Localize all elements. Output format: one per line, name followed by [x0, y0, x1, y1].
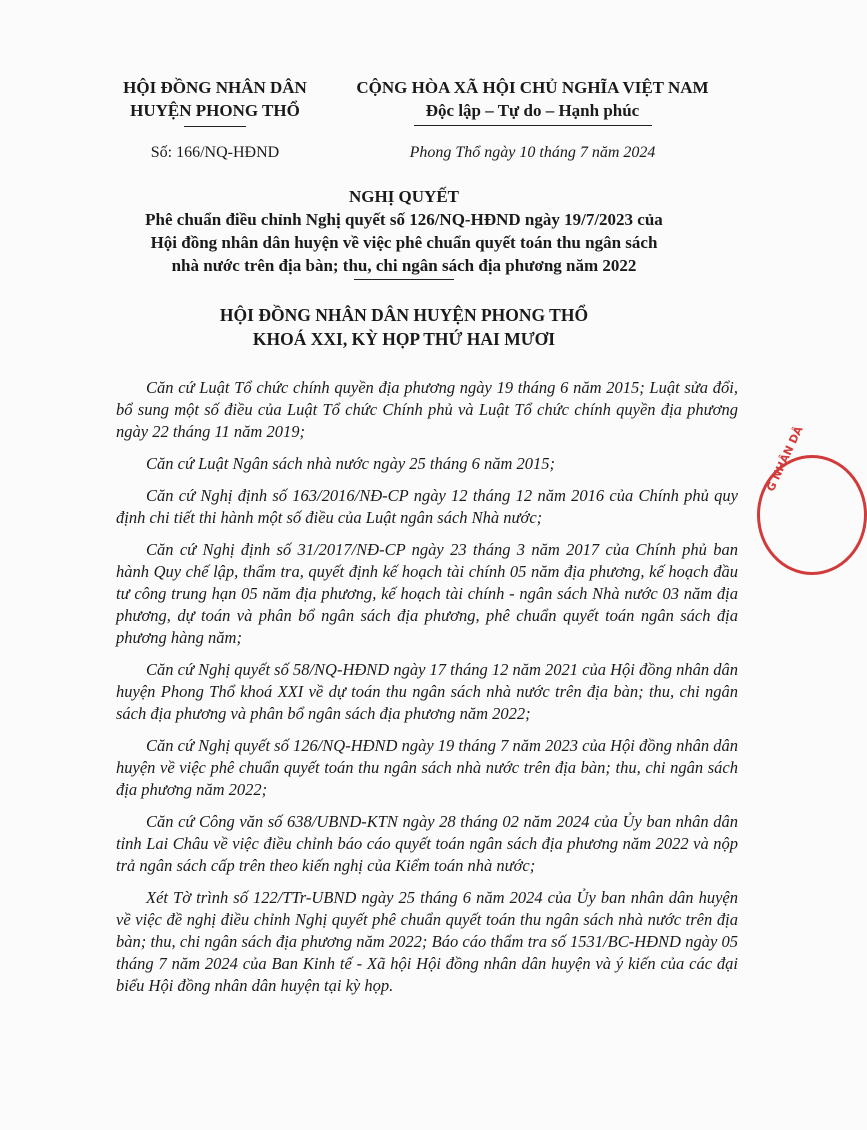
preamble-paragraph: Căn cứ Nghị quyết số 58/NQ-HĐND ngày 17 tháng 12 năm 2021 của Hội đồng nhân dân huyện Phong Thổ khoá XXI về dự toán thu ngân sách nhà nước trên địa bàn; thu, chi ngân sách địa phương và phân bổ ngân sách địa phương năm 2022;	[116, 660, 738, 723]
national-motto	[340, 76, 725, 126]
place-and-date: Phong Thổ ngày 10 tháng 7 năm 2024	[409, 144, 656, 161]
official-seal-stamp	[757, 424, 867, 575]
issuing-authority	[95, 76, 335, 127]
title-underline	[354, 279, 454, 280]
preamble-paragraph: Căn cứ Nghị định số 163/2016/NĐ-CP ngày 12 tháng 12 năm 2016 của Chính phủ quy định chi tiết thi hành một số điều của Luật ngân sách Nhà nước;	[116, 486, 738, 527]
preamble-paragraph: Căn cứ Luật Tổ chức chính quyền địa phương ngày 19 tháng 6 năm 2015; Luật sửa đổi, bổ sung một số điều của Luật Tổ chức Chính phủ và Luật Tổ chức chính quyền địa phương ngày 22 tháng 11 năm 2019;	[116, 378, 738, 441]
resolution-title	[70, 185, 738, 280]
document-number: Số: 166/NQ-HĐND	[150, 144, 280, 161]
preamble-paragraph: Xét Tờ trình số 122/TTr-UBND ngày 25 tháng 6 năm 2024 của Ủy ban nhân dân huyện về việc đề nghị điều chỉnh Nghị quyết phê chuẩn quyết toán thu ngân sách nhà nước trên địa bàn; thu, chi ngân sách địa phương năm 2022; Báo cáo thẩm tra số 1531/BC-HĐND ngày 05 tháng 7 năm 2024 của Ban Kinh tế - Xã hội Hội đồng nhân dân huyện và ý kiến của các đại biểu Hội đồng nhân dân huyện tại kỳ họp.	[116, 888, 738, 995]
preamble-paragraph: Căn cứ Nghị định số 31/2017/NĐ-CP ngày 23 tháng 3 năm 2017 của Chính phủ ban hành Quy chế lập, thẩm tra, quyết định kế hoạch tài chính 05 năm địa phương, kế hoạch đầu tư công trung hạn 05 năm địa phương, kế hoạch tài chính - ngân sách Nhà nước 03 năm địa phương, dự toán và phân bổ ngân sách địa phương, phê chuẩn quyết toán ngân sách địa phương hàng năm;	[116, 540, 738, 647]
motto-underline	[414, 125, 652, 126]
authority-name-line2: HUYỆN PHONG THỔ	[130, 101, 300, 120]
country-name: CỘNG HÒA XÃ HỘI CHỦ NGHĨA VIỆT NAM	[356, 78, 709, 97]
council-name: HỘI ĐỒNG NHÂN DÂN HUYỆN PHONG THỔ	[219, 305, 589, 325]
title-line-2: Hội đồng nhân dân huyện về việc phê chuẩn quyết toán thu ngân sách	[150, 233, 658, 252]
preamble	[116, 377, 738, 1007]
council-heading	[70, 303, 738, 351]
authority-name-line1: HỘI ĐỒNG NHÂN DÂN	[123, 78, 307, 97]
seal-text: G NHÂN DÂ	[764, 424, 806, 494]
document-type: NGHỊ QUYẾT	[348, 187, 460, 206]
preamble-paragraph: Căn cứ Công văn số 638/UBND-KTN ngày 28 tháng 02 năm 2024 của Ủy ban nhân dân tỉnh Lai Châu về việc điều chỉnh báo cáo quyết toán ngân sách địa phương năm 2022 và nộp trả ngân sách cấp trên theo kiến nghị của Kiểm toán nhà nước;	[116, 812, 738, 875]
authority-underline	[184, 126, 246, 127]
motto: Độc lập – Tự do – Hạnh phúc	[425, 101, 640, 120]
preamble-paragraph: Căn cứ Nghị quyết số 126/NQ-HĐND ngày 19 tháng 7 năm 2023 của Hội đồng nhân dân huyện về việc phê chuẩn quyết toán thu ngân sách nhà nước trên địa bàn; thu, chi ngân sách địa phương năm 2022;	[116, 736, 738, 799]
title-line-3: nhà nước trên địa bàn; thu, chi ngân sách địa phương năm 2022	[171, 256, 637, 275]
council-session: KHOÁ XXI, KỲ HỌP THỨ HAI MƯƠI	[252, 329, 556, 349]
preamble-paragraph: Căn cứ Luật Ngân sách nhà nước ngày 25 tháng 6 năm 2015;	[146, 454, 556, 473]
title-line-1: Phê chuẩn điều chỉnh Nghị quyết số 126/NQ-HĐND ngày 19/7/2023 của	[145, 210, 663, 229]
